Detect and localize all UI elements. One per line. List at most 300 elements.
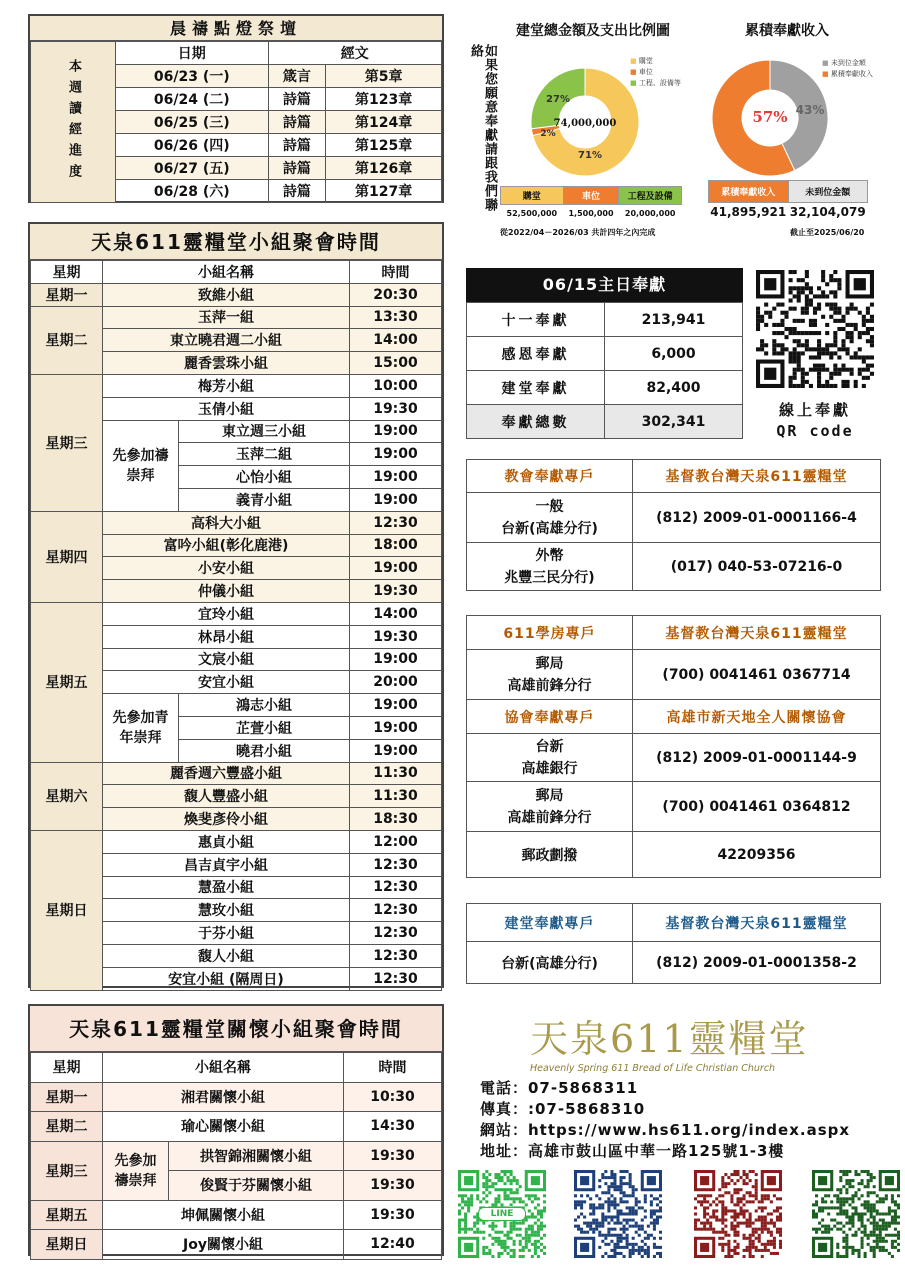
scripture-header: 經文 [268, 42, 441, 65]
qr-module [809, 331, 813, 335]
qr-module [829, 376, 833, 380]
qr-module [813, 347, 817, 351]
group-time: 19:30 [344, 1141, 442, 1171]
qr-module [610, 1234, 613, 1237]
qr-module [861, 1231, 864, 1234]
amount-header: 車位 [563, 187, 619, 205]
qr-module [801, 384, 805, 388]
account-number: (700) 0041461 0364812 [633, 782, 881, 832]
qr-module [761, 1225, 764, 1228]
qr-module [507, 1234, 510, 1237]
qr-module [873, 1209, 876, 1212]
qr-module [740, 1197, 743, 1200]
qr-module [504, 1188, 507, 1191]
qr-module [746, 1182, 749, 1185]
qr-module [537, 1246, 540, 1249]
qr-module [629, 1212, 632, 1215]
qr-module [780, 343, 784, 347]
qr-module [620, 1209, 623, 1212]
qr-module [632, 1209, 635, 1212]
qr-module [746, 1191, 749, 1194]
qr-module [513, 1176, 516, 1179]
qr-module [858, 331, 862, 335]
qr-module [870, 372, 874, 376]
qr-module [653, 1225, 656, 1228]
qr-module [755, 1191, 758, 1194]
qr-module [846, 351, 850, 355]
qr-module [610, 1185, 613, 1188]
qr-module [815, 1200, 818, 1203]
qr-module [854, 1194, 857, 1197]
qr-module [845, 1246, 848, 1249]
qr-module [470, 1203, 473, 1206]
qr-module [817, 384, 821, 388]
qr-module [845, 1212, 848, 1215]
qr-module [724, 1191, 727, 1194]
qr-module [833, 351, 837, 355]
qr-module [839, 1206, 842, 1209]
qr-module [885, 1194, 888, 1197]
bank-name: 一般 台新(高雄分行) [467, 493, 633, 543]
qr-module [736, 1216, 739, 1219]
qr-module [500, 1243, 503, 1246]
qr-module [607, 1197, 610, 1200]
qr-module [528, 1216, 531, 1219]
qr-module [736, 1188, 739, 1191]
qr-module [891, 1209, 894, 1212]
group-time: 19:30 [344, 1200, 442, 1230]
sunday-offering-title: 06/15主日奉獻 [466, 268, 743, 302]
care-groups-title: 天泉611靈糧堂關懷小組聚會時間 [30, 1006, 442, 1052]
qr-module [519, 1255, 522, 1258]
qr-module [525, 1203, 528, 1206]
qr-module [730, 1216, 733, 1219]
qr-module [758, 1219, 761, 1222]
qr-module [601, 1234, 604, 1237]
qr-module [876, 1240, 879, 1243]
qr-module [613, 1243, 616, 1246]
qr-module [805, 303, 809, 307]
qr-finder [464, 1176, 473, 1185]
qr-module [519, 1222, 522, 1225]
qr-module [836, 1252, 839, 1255]
qr-module [779, 1234, 782, 1237]
qr-module [882, 1212, 885, 1215]
qr-module [756, 319, 760, 323]
qr-module [516, 1234, 519, 1237]
qr-module [607, 1191, 610, 1194]
qr-module [653, 1237, 656, 1240]
qr-module [755, 1179, 758, 1182]
qr-module [894, 1228, 897, 1231]
qr-module [825, 323, 829, 327]
qr-module [697, 1194, 700, 1197]
qr-module [854, 1173, 857, 1176]
reading-plan-table [30, 41, 442, 203]
qr-module [755, 1194, 758, 1197]
qr-module [867, 1185, 870, 1188]
qr-module [730, 1173, 733, 1176]
qr-module [833, 1219, 836, 1222]
qr-module [817, 343, 821, 347]
qr-module [470, 1200, 473, 1203]
qr-module [867, 1179, 870, 1182]
qr-module [842, 1200, 845, 1203]
qr-module [724, 1173, 727, 1176]
qr-module [528, 1228, 531, 1231]
qr-module [870, 343, 874, 347]
qr-module [650, 1216, 653, 1219]
qr-module [534, 1222, 537, 1225]
qr-module [712, 1209, 715, 1212]
qr-module [773, 1237, 776, 1240]
qr-module [656, 1252, 659, 1255]
qr-module [519, 1243, 522, 1246]
qr-module [779, 1197, 782, 1200]
qr-module [740, 1212, 743, 1215]
qr-module [641, 1228, 644, 1231]
qr-module [577, 1200, 580, 1203]
wed-prayer-note: 先參加禱崇拜 [103, 420, 179, 511]
qr-module [897, 1216, 900, 1219]
qr-module [736, 1222, 739, 1225]
qr-module [789, 360, 793, 364]
qr-module [801, 343, 805, 347]
qr-module [773, 1209, 776, 1212]
qr-module [626, 1219, 629, 1222]
online-offering-qr-icon[interactable] [756, 270, 874, 388]
qr-module [817, 294, 821, 298]
qr-module [507, 1237, 510, 1240]
qr-module [870, 1176, 873, 1179]
qr-module [574, 1219, 577, 1222]
amount-header: 工程及設備 [619, 187, 682, 205]
qr-module [866, 364, 870, 368]
qr-module [519, 1185, 522, 1188]
qr-module [510, 1249, 513, 1252]
qr-module [740, 1176, 743, 1179]
group-name: 曉君小組 [179, 739, 350, 762]
qr-module [656, 1203, 659, 1206]
qr-module [610, 1170, 613, 1173]
qr-module [833, 384, 837, 388]
qr-module [841, 315, 845, 319]
qr-module [809, 347, 813, 351]
qr-module [850, 331, 854, 335]
qr-module [620, 1234, 623, 1237]
qr-module [845, 1255, 848, 1258]
qr-module [516, 1228, 519, 1231]
qr-module [721, 1209, 724, 1212]
day-thu: 星期四 [31, 511, 103, 602]
account-title: 協會奉獻專戶 [467, 700, 633, 734]
qr-module [866, 311, 870, 315]
qr-module [473, 1225, 476, 1228]
contact-address: 地址：高雄市鼓山區中華一路125號1-3樓 [480, 1142, 785, 1160]
qr-module [497, 1197, 500, 1200]
qr-module [854, 351, 858, 355]
account-number: (812) 2009-01-0001144-9 [633, 734, 881, 782]
group-time: 19:30 [344, 1171, 442, 1201]
group-time: 14:00 [350, 329, 442, 352]
qr-module [464, 1216, 467, 1219]
qr-module [885, 1225, 888, 1228]
qr-module [458, 1209, 461, 1212]
qr-module [854, 1231, 857, 1234]
qr-module [752, 1228, 755, 1231]
qr-module [607, 1234, 610, 1237]
qr-module [715, 1203, 718, 1206]
qr-module [830, 1219, 833, 1222]
qr-module [793, 376, 797, 380]
qr-module [866, 319, 870, 323]
qr-module [604, 1243, 607, 1246]
qr-module [703, 1200, 706, 1203]
qr-module [540, 1237, 543, 1240]
qr-module [876, 1237, 879, 1240]
group-time: 12:30 [350, 922, 442, 945]
qr-module [467, 1203, 470, 1206]
qr-module [458, 1203, 461, 1206]
qr-module [623, 1194, 626, 1197]
qr-module [817, 364, 821, 368]
qr-module [623, 1231, 626, 1234]
qr-module [632, 1252, 635, 1255]
qr-module [841, 343, 845, 347]
qr-module [839, 1222, 842, 1225]
qr-module [764, 1216, 767, 1219]
qr-module [839, 1179, 842, 1182]
qr-module [733, 1249, 736, 1252]
qr-module [488, 1191, 491, 1194]
youtube-qr-icon[interactable] [694, 1170, 782, 1258]
qr-module [851, 1197, 854, 1200]
day-tue: 星期二 [31, 306, 103, 374]
qr-module [861, 1216, 864, 1219]
qr-module [845, 1234, 848, 1237]
qr-module [598, 1206, 601, 1209]
qr-module [770, 1252, 773, 1255]
qr-module [842, 1240, 845, 1243]
qr-module [870, 327, 874, 331]
qr-module [773, 1222, 776, 1225]
qr-module [601, 1191, 604, 1194]
qr-module [494, 1173, 497, 1176]
qr-module [761, 1209, 764, 1212]
qr-module [531, 1200, 534, 1203]
qr-module [700, 1194, 703, 1197]
qr-module [482, 1231, 485, 1234]
qr-module [491, 1228, 494, 1231]
qr-module [583, 1231, 586, 1234]
qr-module [528, 1197, 531, 1200]
group-time: 19:00 [350, 488, 442, 511]
qr-module [623, 1182, 626, 1185]
account-owner: 基督教台灣天泉611靈糧堂 [633, 904, 881, 942]
qr-module [607, 1188, 610, 1191]
qr-module [755, 1209, 758, 1212]
qr-module [589, 1203, 592, 1206]
qr-module [629, 1255, 632, 1258]
qr-module [534, 1252, 537, 1255]
qr-module [721, 1216, 724, 1219]
qr-module [610, 1200, 613, 1203]
qr-module [610, 1228, 613, 1231]
sunday-offering-panel [466, 268, 743, 439]
qr-module [650, 1209, 653, 1212]
qr-module [861, 1203, 864, 1206]
qr-module [836, 1246, 839, 1249]
qr-module [789, 278, 793, 282]
qr-module [793, 368, 797, 372]
qr-module [724, 1219, 727, 1222]
qr-module [534, 1234, 537, 1237]
qr-module [592, 1231, 595, 1234]
qr-module [504, 1170, 507, 1173]
qr-module [504, 1191, 507, 1194]
qr-module [772, 307, 776, 311]
group-name: 玉萍一組 [103, 306, 350, 329]
qr-module [841, 384, 845, 388]
group-name: 拱智錦湘關懷小組 [169, 1141, 344, 1171]
qr-module [635, 1200, 638, 1203]
qr-module [825, 294, 829, 298]
qr-module [793, 355, 797, 359]
qr-module [851, 1219, 854, 1222]
group-name: 東立週三小組 [179, 420, 350, 443]
qr-module [510, 1255, 513, 1258]
qr-module [534, 1194, 537, 1197]
qr-module [528, 1249, 531, 1252]
qr-module [876, 1246, 879, 1249]
qr-module [703, 1197, 706, 1200]
qr-module [850, 355, 854, 359]
qr-module [866, 339, 870, 343]
qr-module [494, 1231, 497, 1234]
qr-module [888, 1252, 891, 1255]
qr-module [629, 1182, 632, 1185]
small-groups-table [30, 260, 442, 991]
qr-module [870, 1173, 873, 1176]
qr-module [833, 290, 837, 294]
qr-module [647, 1252, 650, 1255]
qr-module [607, 1231, 610, 1234]
qr-module [746, 1219, 749, 1222]
qr-module [577, 1225, 580, 1228]
qr-module [825, 368, 829, 372]
qr-module [817, 339, 821, 343]
qr-module [626, 1228, 629, 1231]
qr-module [736, 1191, 739, 1194]
group-time: 19:00 [350, 739, 442, 762]
qr-module [659, 1252, 662, 1255]
qr-module [623, 1200, 626, 1203]
fri-youth-note: 先參加青年崇拜 [103, 694, 179, 762]
group-time: 12:30 [350, 853, 442, 876]
qr-module [607, 1255, 610, 1258]
qr-module [626, 1243, 629, 1246]
qr-module [730, 1194, 733, 1197]
qr-module [797, 355, 801, 359]
qr-module [841, 368, 845, 372]
qr-module [848, 1179, 851, 1182]
qr-module [522, 1255, 525, 1258]
qr-module [500, 1170, 503, 1173]
qr-module [858, 372, 862, 376]
qr-module [703, 1206, 706, 1209]
qr-module [595, 1222, 598, 1225]
qr-module [851, 1246, 854, 1249]
qr-module [824, 1200, 827, 1203]
qr-module [522, 1200, 525, 1203]
qr-module [780, 303, 784, 307]
qr-module [789, 270, 793, 274]
qr-module [488, 1173, 491, 1176]
qr-module [531, 1234, 534, 1237]
qr-module [653, 1219, 656, 1222]
qr-module [607, 1222, 610, 1225]
website-qr-icon[interactable] [812, 1170, 900, 1258]
qr-module [638, 1206, 641, 1209]
qr-finder [764, 278, 776, 290]
qr-module [764, 1228, 767, 1231]
qr-module [531, 1255, 534, 1258]
qr-module [858, 1173, 861, 1176]
qr-module [616, 1219, 619, 1222]
qr-module [818, 1209, 821, 1212]
group-name-header: 小組名稱 [103, 1053, 344, 1083]
qr-module [809, 319, 813, 323]
qr-module [825, 384, 829, 388]
qr-module [540, 1225, 543, 1228]
qr-module [635, 1212, 638, 1215]
qr-module [522, 1249, 525, 1252]
qr-module [697, 1200, 700, 1203]
qr-module [485, 1188, 488, 1191]
qr-module [789, 384, 793, 388]
morning-altar-title: 晨禱點燈祭壇 [30, 16, 442, 41]
qr-module [534, 1216, 537, 1219]
qr-module [797, 384, 801, 388]
qr-module [724, 1212, 727, 1215]
qr-module [613, 1197, 616, 1200]
qr-module [709, 1228, 712, 1231]
facebook-qr-icon[interactable] [574, 1170, 662, 1258]
qr-module [888, 1206, 891, 1209]
qr-module [749, 1249, 752, 1252]
qr-module [767, 1231, 770, 1234]
qr-module [776, 1231, 779, 1234]
qr-module [801, 278, 805, 282]
bank-name: 台新(高雄分行) [467, 942, 633, 984]
qr-module [882, 1197, 885, 1200]
qr-module [873, 1219, 876, 1222]
qr-module [525, 1246, 528, 1249]
qr-module [770, 1222, 773, 1225]
qr-module [866, 307, 870, 311]
qr-module [470, 1194, 473, 1197]
qr-module [724, 1234, 727, 1237]
qr-module [620, 1191, 623, 1194]
qr-finder [647, 1176, 656, 1185]
qr-module [864, 1234, 867, 1237]
qr-module [861, 1237, 864, 1240]
group-name: 鴻志小組 [179, 694, 350, 717]
amount-value: 1,500,000 [568, 209, 614, 219]
contact-website[interactable]: 網站：https://www.hs611.org/index.aspx [480, 1121, 851, 1139]
qr-module [488, 1225, 491, 1228]
qr-module [476, 1228, 479, 1231]
